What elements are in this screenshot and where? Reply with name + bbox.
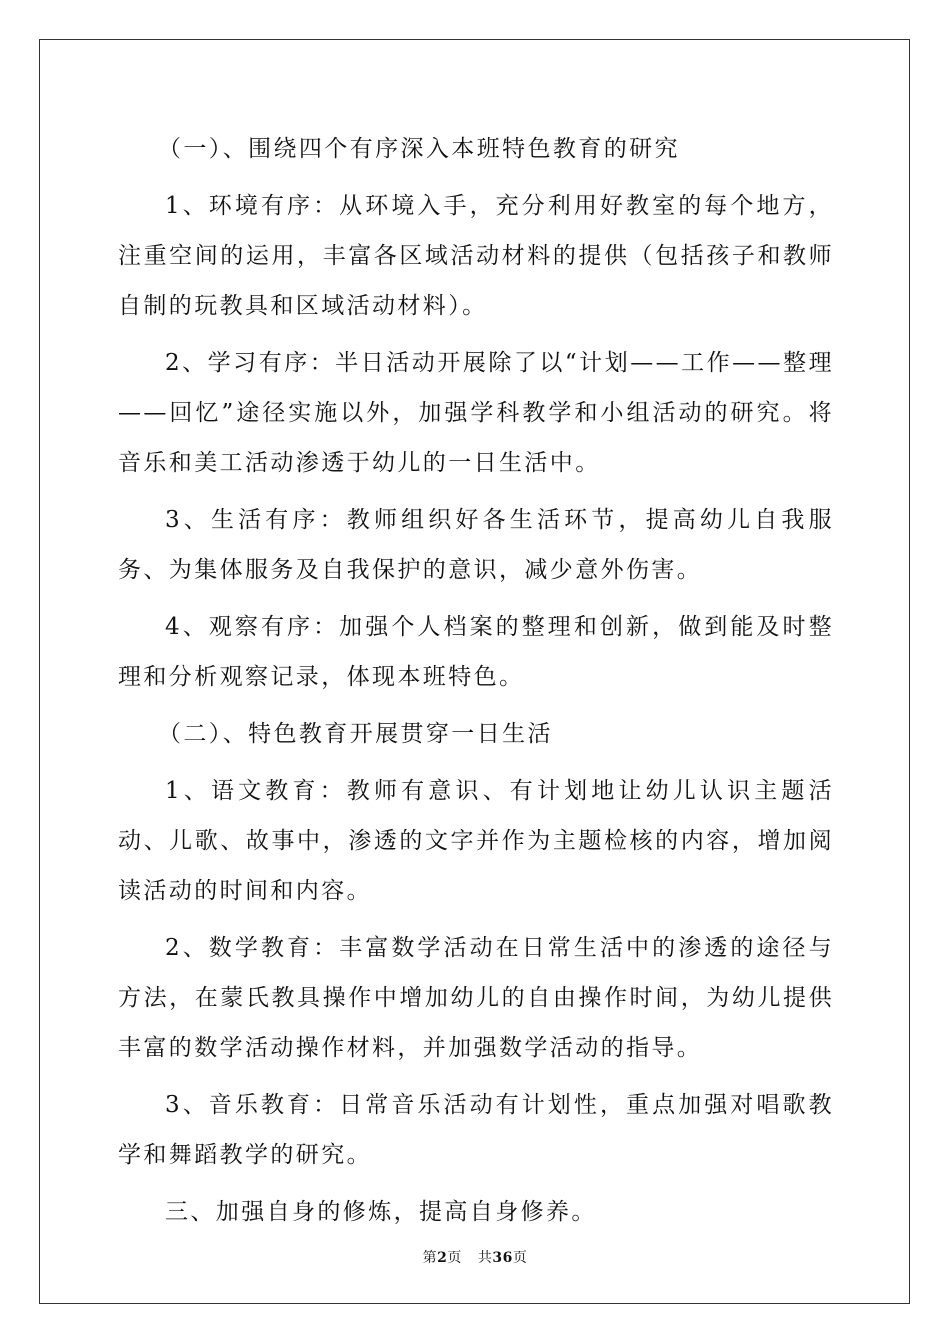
paragraph-learning: 2、学习有序：半日活动开展除了以“计划——工作——整理——回忆”途径实施以外，加强学科教学和小组活动的研究。将音乐和美工活动渗透于幼儿的一日生活中。	[118, 350, 834, 476]
total-pages: 36	[492, 1250, 513, 1266]
total-suffix: 页	[512, 1250, 528, 1266]
paragraph-observation: 4、观察有序：加强个人档案的整理和创新，做到能及时整理和分析观察记录，体现本班特色。	[118, 614, 834, 690]
paragraph-music: 3、音乐教育：日常音乐活动有计划性，重点加强对唱歌教学和舞蹈教学的研究。	[118, 1092, 834, 1168]
paragraph-life: 3、生活有序：教师组织好各生活环节，提高幼儿自我服务、为集体服务及自我保护的意识，减少意外伤害。	[118, 507, 834, 583]
page-prefix: 第	[422, 1250, 438, 1266]
page-number: 2	[437, 1250, 448, 1266]
total-prefix: 共	[477, 1250, 493, 1266]
paragraph-math: 2、数学教育：丰富数学活动在日常生活中的渗透的途径与方法，在蒙氏教具操作中增加幼儿的自由操作时间，为幼儿提供丰富的数学活动操作材料，并加强数学活动的指导。	[118, 935, 834, 1061]
section-heading-1: （一）、围绕四个有序深入本班特色教育的研究	[158, 136, 680, 162]
paragraph-language: 1、语文教育：教师有意识、有计划地让幼儿认识主题活动、儿歌、故事中，渗透的文字并作为主题检核的内容，增加阅读活动的时间和内容。	[118, 778, 834, 904]
paragraph-environment: 1、环境有序：从环境入手，充分利用好教室的每个地方，注重空间的运用，丰富各区域活动材料的提供（包括孩子和教师自制的玩教具和区域活动材料）。	[118, 193, 834, 319]
paragraph-self-improvement: 三、加强自身的修炼，提高自身修养。	[165, 1199, 597, 1225]
document-body	[118, 124, 834, 1244]
page-suffix: 页	[447, 1250, 462, 1266]
section-heading-2: （二）、特色教育开展贯穿一日生活	[158, 721, 553, 747]
page-footer	[0, 1247, 950, 1267]
